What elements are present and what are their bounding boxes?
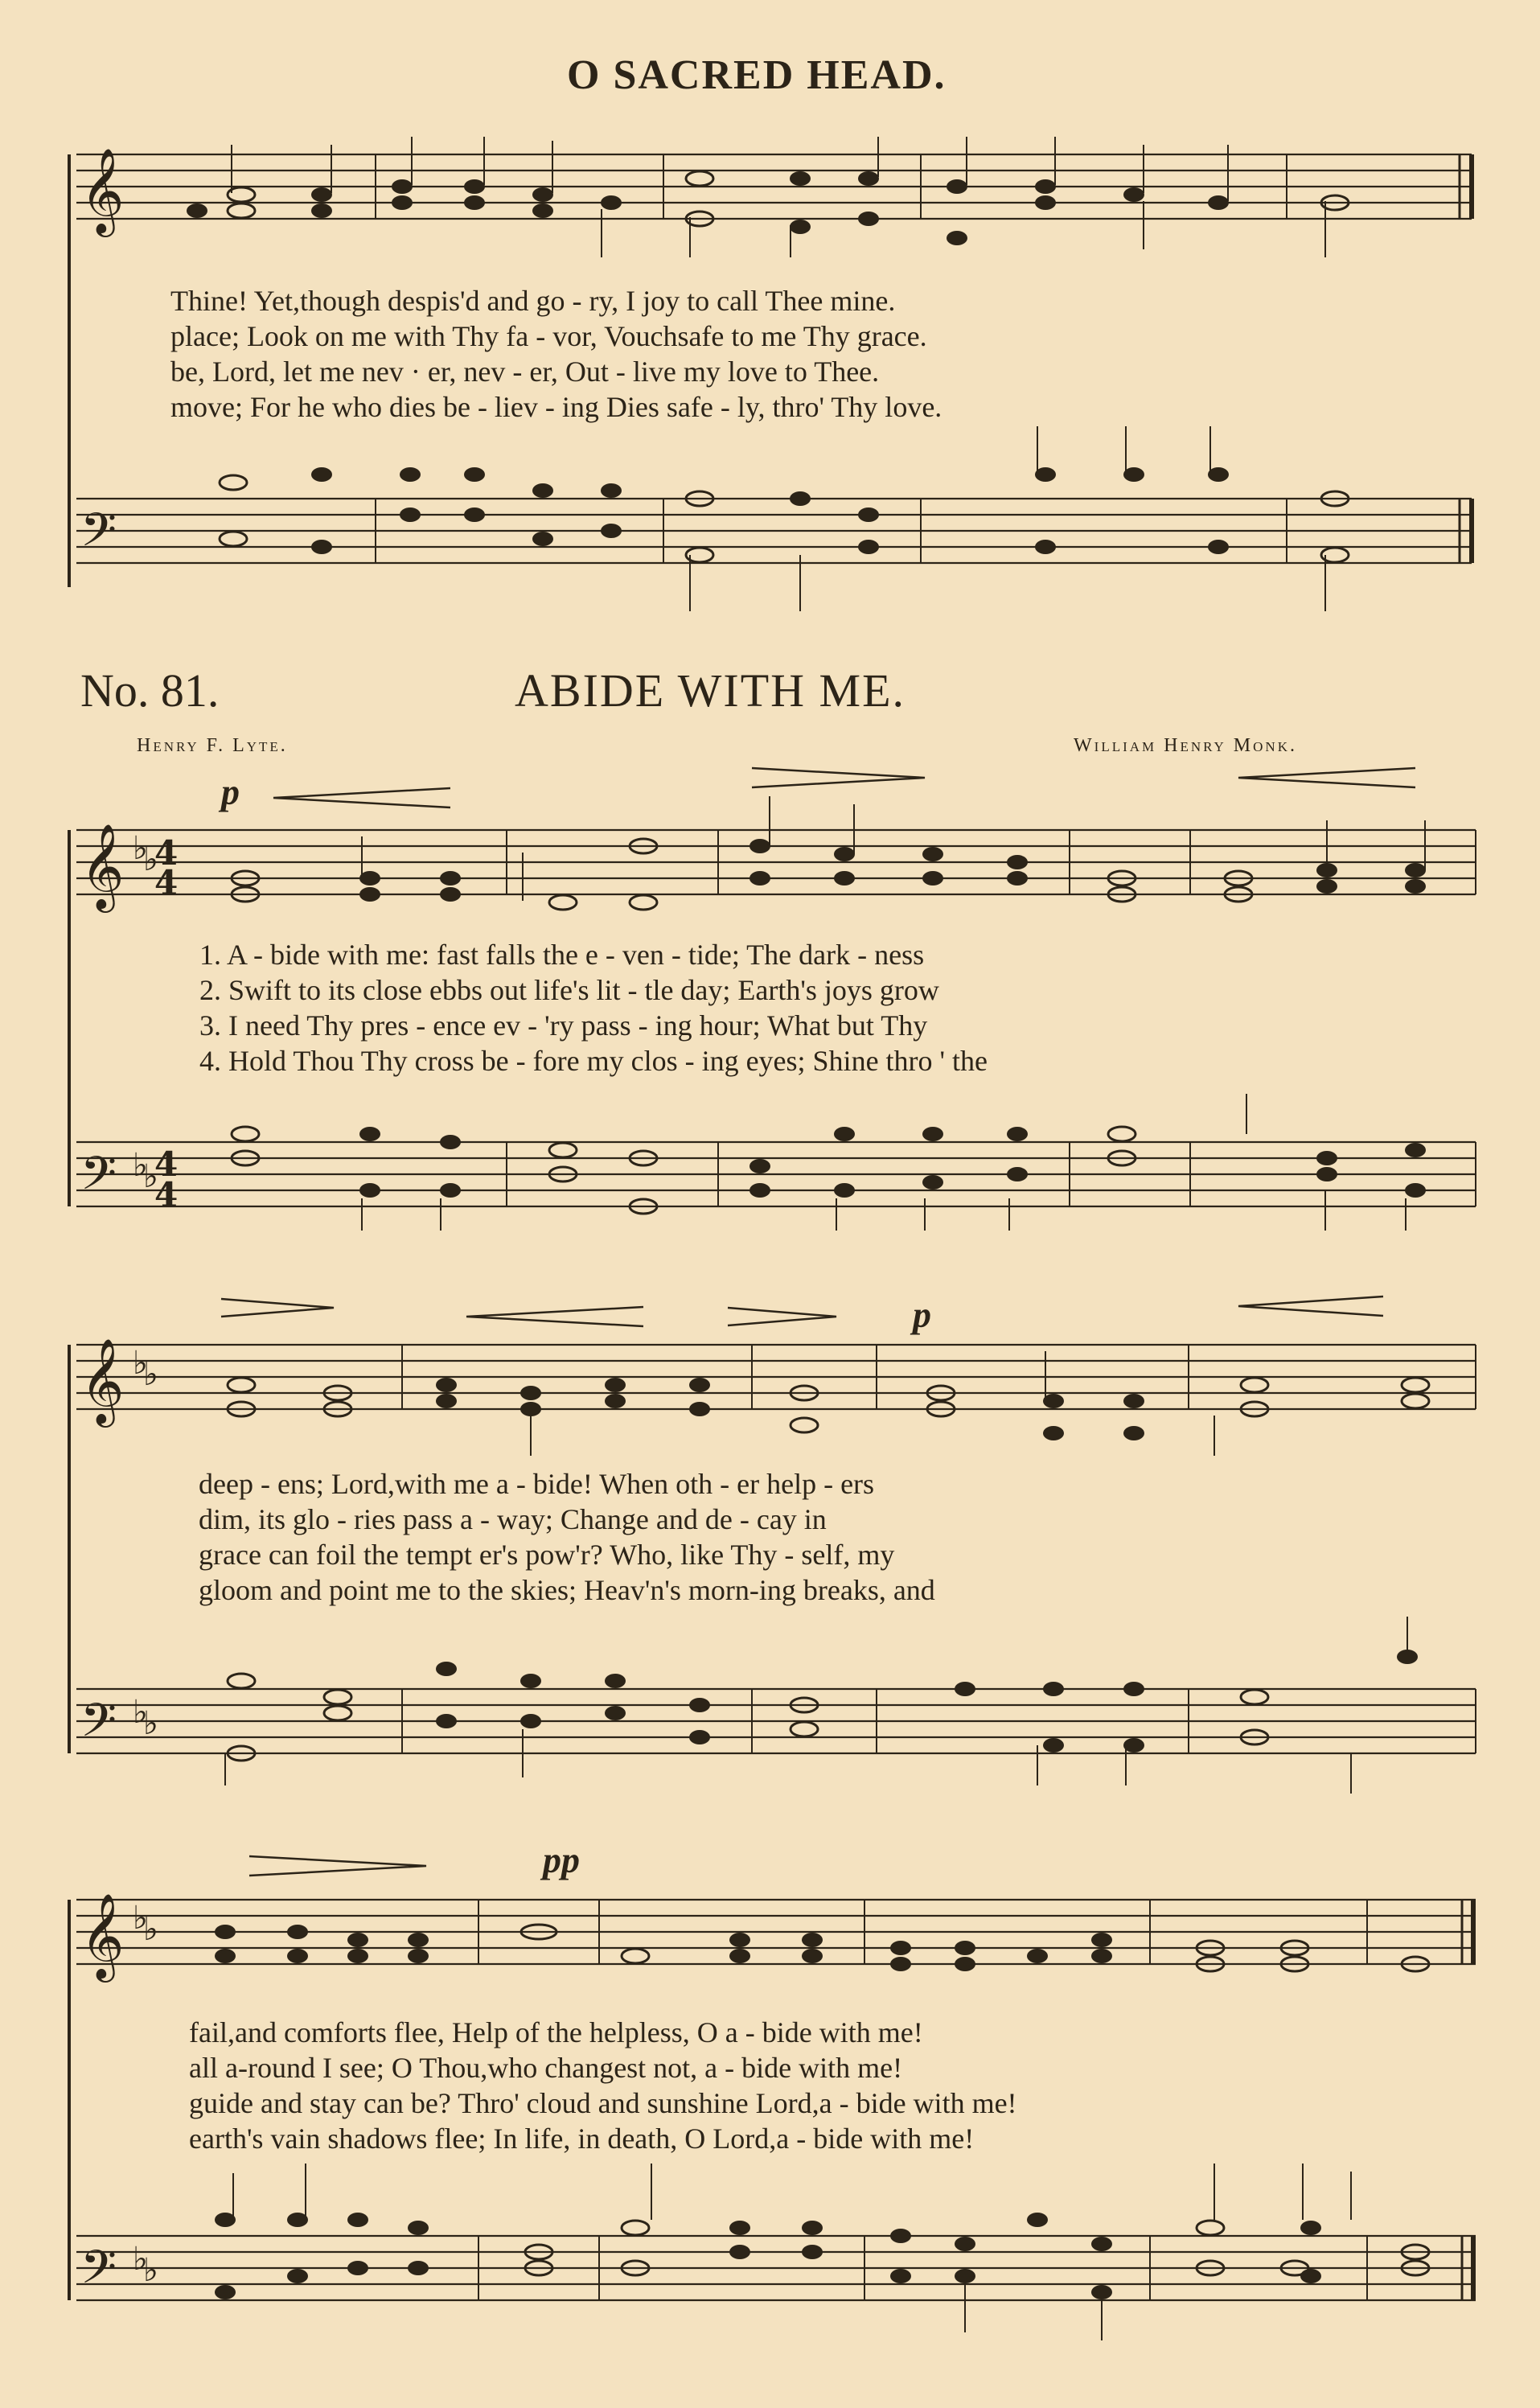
hymn-author: Henry F. Lyte. [137,735,288,756]
svg-text:♭: ♭ [143,1356,158,1393]
hymn-composer: William Henry Monk. [1074,735,1297,756]
svg-text:♭: ♭ [133,1345,148,1382]
svg-text:4: 4 [154,1175,179,1214]
system2-lyrics [199,1466,935,1608]
svg-text:♭: ♭ [133,1900,148,1937]
svg-text:♭: ♭ [143,1158,158,1195]
note-heads [187,171,1426,2299]
upper-treble-staff [76,154,1472,219]
dynamic-piano: p [913,1294,931,1335]
hymn-title: ABIDE WITH ME. [515,664,906,717]
lyric-line: fail,and comforts flee, Help of the helpless, O a - bide with me! [189,2016,923,2048]
lyric-line: earth's vain shadows flee; In life, in death, O Lord,a - bide with me! [189,2122,975,2155]
hollow-notes [220,171,1429,2275]
lyric-line: grace can foil the tempt er's pow'r? Who, like Thy - self, my [199,1539,895,1571]
svg-text:♭: ♭ [133,1694,148,1731]
sys2-bass-staff [76,1689,1476,1753]
lyric-line: move; For he who dies be - liev - ing Dies safe - ly, thro' Thy love. [170,391,942,423]
svg-text:♭: ♭ [143,2252,158,2289]
sys3-treble-staff [76,1900,1476,1964]
system3-lyrics [189,2015,1017,2156]
svg-text:♭: ♭ [133,1147,148,1184]
lyric-line: 4. Hold Thou Thy cross be - fore my clos - ing eyes; Shine thro ' the [199,1045,988,1077]
treble-clef-icon: 𝄞 [80,147,125,233]
upper-hymn-lyrics [170,283,942,425]
lyric-line: gloom and point me to the skies; Heav'n's morn-ing breaks, and [199,1574,935,1606]
svg-text:4: 4 [154,833,179,873]
bass-clef-icon: 𝄢 [80,2240,117,2306]
lyric-line: place; Look on me with Thy fa - vor, Vouchsafe to me Thy grace. [170,320,927,352]
upper-hymn-title: O SACRED HEAD. [567,52,947,98]
bass-clef-icon: 𝄢 [80,1146,117,1212]
lyric-line: deep - ens; Lord,with me a - bide! When oth - er help - ers [199,1468,875,1500]
treble-clef-icon: 𝄞 [80,1338,125,1424]
svg-text:♭: ♭ [143,1911,158,1948]
lyric-line: 3. I need Thy pres - ence ev - 'ry pass - ing hour; What but Thy [199,1009,928,1042]
svg-text:♭: ♭ [143,1705,158,1742]
dynamic-pianissimo: pp [543,1839,580,1880]
lyric-line: guide and stay can be? Thro' cloud and sunshine Lord,a - bide with me! [189,2087,1017,2119]
svg-text:♭: ♭ [143,841,158,878]
sys3-bass-staff [76,2236,1476,2300]
treble-clef-icon: 𝄞 [80,823,125,909]
lyric-line: all a-round I see; O Thou,who changest not, a - bide with me! [189,2052,903,2084]
svg-text:4: 4 [154,863,179,902]
sys1-bass-staff [76,1142,1476,1206]
lyric-line: Thine! Yet,though despis'd and go - ry, I joy to call Thee mine. [170,285,896,317]
bass-clef-icon: 𝄢 [80,1693,117,1759]
hairpins [221,768,1415,1876]
bass-clef-icon: 𝄢 [80,503,117,569]
hymn-number: No. 81. [80,664,220,717]
dynamic-piano: p [221,771,240,812]
system1-lyrics [199,937,988,1079]
treble-clef-icon: 𝄞 [80,1892,125,1979]
lyric-line: dim, its glo - ries pass a - way; Change and de - cay in [199,1503,827,1535]
sys1-treble-staff [76,830,1476,894]
upper-bass-staff [76,499,1472,563]
lyric-line: be, Lord, let me nev · er, nev - er, Out - live my love to Thee. [170,355,880,388]
sys2-treble-staff [76,1345,1476,1409]
lyric-line: 2. Swift to its close ebbs out life's lit - tle day; Earth's joys grow [199,974,939,1006]
svg-text:♭: ♭ [133,830,148,867]
note-stems [225,137,1425,2340]
svg-text:♭: ♭ [133,2241,148,2278]
lyric-line: 1. A - bide with me: fast falls the e - ven - tide; The dark - ness [199,939,925,971]
svg-text:4: 4 [154,1144,179,1184]
